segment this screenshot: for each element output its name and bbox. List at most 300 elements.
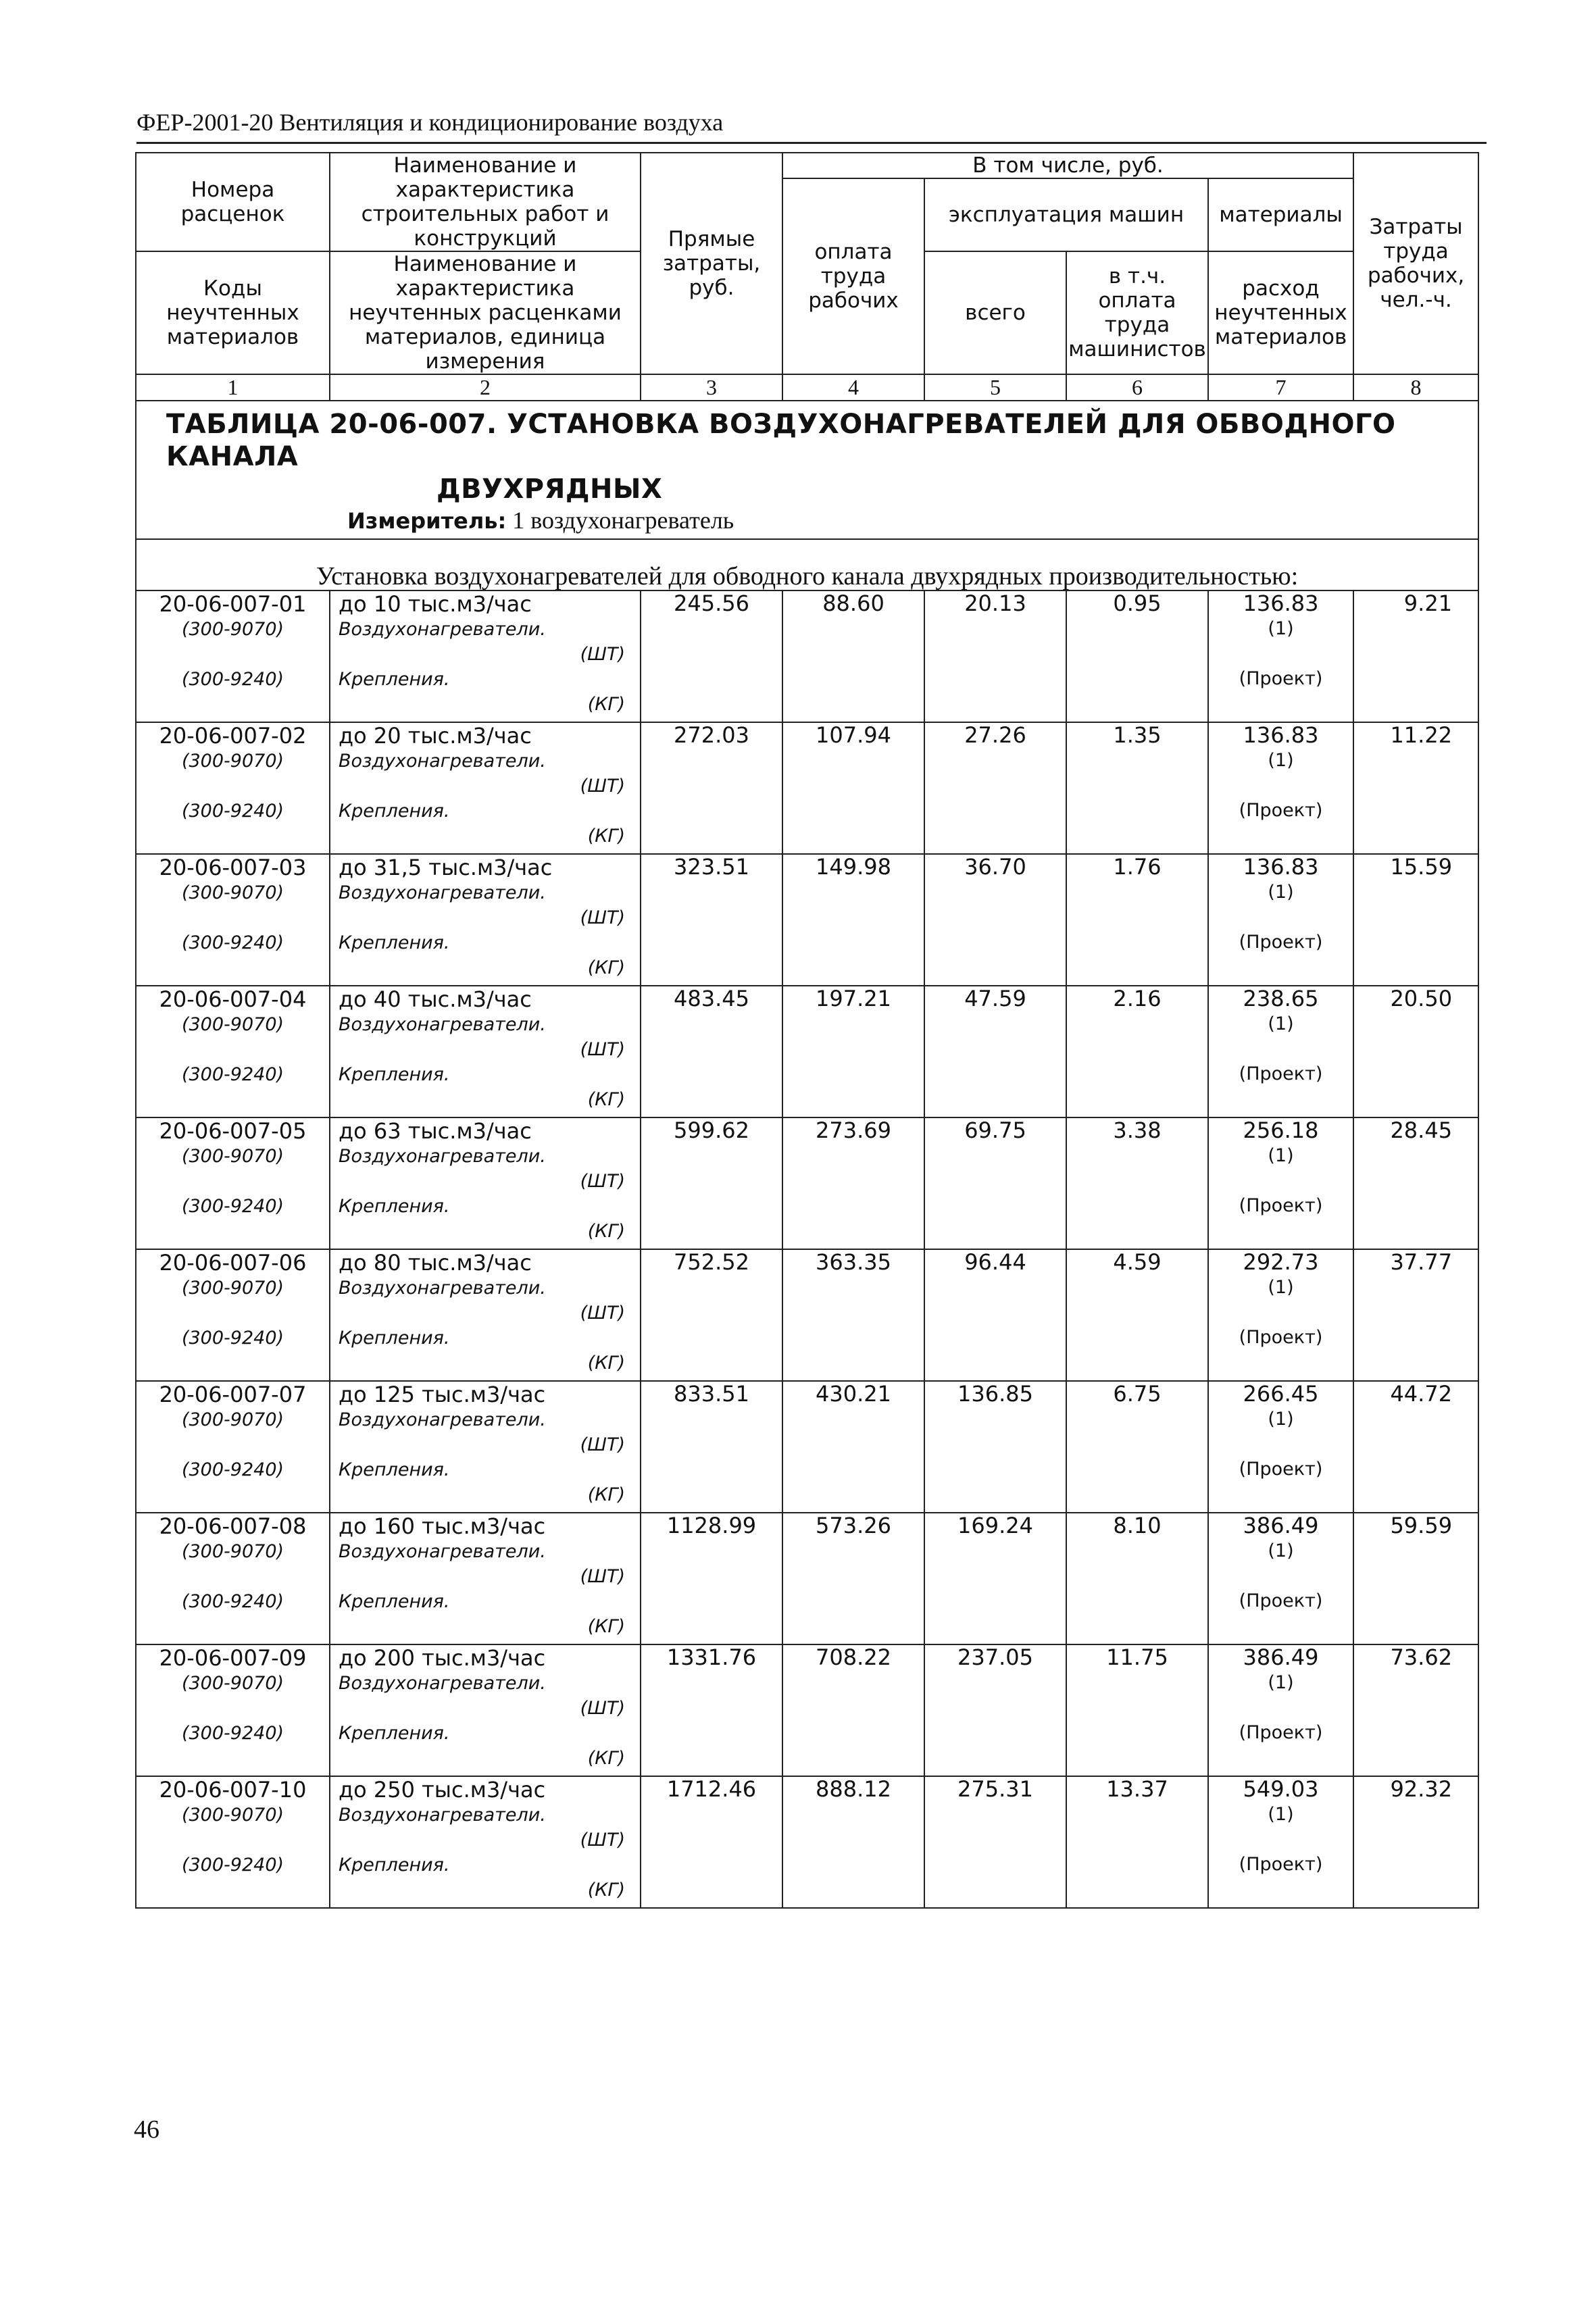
- materials-cell-value: 549.03: [1243, 1776, 1319, 1802]
- labor-hours-cell: [1353, 722, 1478, 854]
- material-name: Воздухонагреватели.: [339, 1146, 546, 1167]
- header-labor-hours: Затраты труда рабочих, чел.-ч.: [1353, 153, 1478, 374]
- table-meter: [166, 505, 1463, 536]
- material-quantity: (Проект): [1239, 800, 1323, 821]
- material-quantity: (1): [1268, 1145, 1294, 1166]
- material-name: Воздухонагреватели.: [339, 1014, 546, 1035]
- direct-costs-cell: [641, 986, 782, 1117]
- rate-code-cell: [136, 722, 330, 854]
- labor-hours-cell-value: 9.21: [1403, 590, 1453, 616]
- labor-hours-cell: [1353, 590, 1478, 722]
- labor-hours-cell: [1353, 1513, 1478, 1644]
- work-name-cell-value: до 10 тыс.м3/час: [339, 591, 532, 617]
- table-row: [136, 590, 1478, 722]
- materials-cell-value: 292.73: [1243, 1249, 1319, 1275]
- material-unit: (КГ): [587, 1748, 625, 1769]
- material-unit: (КГ): [587, 1616, 625, 1637]
- wages-cell: [782, 590, 924, 722]
- material-code: (300-9070): [181, 619, 284, 640]
- direct-costs-cell-value: 323.51: [674, 854, 749, 880]
- work-name-cell-value: до 63 тыс.м3/час: [339, 1118, 532, 1144]
- operator-wages-cell-value: 4.59: [1113, 1249, 1162, 1275]
- machines-total-cell-value: 275.31: [957, 1776, 1033, 1802]
- spacer: [136, 905, 329, 930]
- operator-wages-cell: [1066, 1776, 1208, 1908]
- rate-code-cell-value: 20-06-007-03: [159, 855, 307, 880]
- labor-hours-cell-value: 92.32: [1390, 1776, 1453, 1802]
- materials-cell: [1208, 986, 1353, 1117]
- material-code: (300-9070): [181, 1014, 284, 1035]
- material-unit: (КГ): [587, 1089, 625, 1110]
- wages-cell-value: 363.35: [816, 1249, 891, 1275]
- table-row: [136, 722, 1478, 854]
- material-quantity: (1): [1268, 618, 1294, 639]
- material-code: (300-9070): [181, 1805, 284, 1826]
- wages-cell-value: 888.12: [816, 1776, 891, 1802]
- labor-hours-cell-value: 59.59: [1390, 1513, 1453, 1538]
- material-code: (300-9240): [181, 1328, 284, 1349]
- wages-cell-value: 573.26: [816, 1513, 891, 1538]
- table-row: [136, 1117, 1478, 1249]
- wages-cell: [782, 1644, 924, 1776]
- operator-wages-cell-value: 3.38: [1113, 1117, 1162, 1143]
- work-name-cell: [330, 1381, 641, 1513]
- operator-wages-cell: [1066, 1381, 1208, 1513]
- column-number: 2: [330, 374, 641, 401]
- wages-cell-value: 430.21: [816, 1381, 891, 1407]
- work-name-cell-value: до 31,5 тыс.м3/час: [339, 855, 553, 880]
- material-quantity: (1): [1268, 1409, 1294, 1430]
- material-name: Воздухонагреватели.: [339, 882, 546, 903]
- machines-total-cell-value: 69.75: [964, 1117, 1026, 1143]
- spacer: [136, 774, 329, 799]
- material-quantity: (1): [1268, 1804, 1294, 1825]
- spacer: [1209, 1827, 1353, 1852]
- spacer: [1209, 1036, 1353, 1061]
- work-name-cell-value: до 160 тыс.м3/час: [339, 1513, 546, 1539]
- header-wages: оплата труда рабочих: [782, 178, 924, 374]
- labor-hours-cell: [1353, 1776, 1478, 1908]
- rate-code-cell: [136, 1776, 330, 1908]
- material-name: Крепления.: [339, 1459, 450, 1480]
- table-title-line2: ДВУХРЯДНЫХ: [437, 474, 663, 505]
- rate-code-cell: [136, 1381, 330, 1513]
- material-quantity: (1): [1268, 1277, 1294, 1298]
- labor-hours-cell-value: 20.50: [1390, 986, 1453, 1011]
- material-unit: (ШТ): [580, 1171, 625, 1192]
- materials-cell: [1208, 1381, 1353, 1513]
- material-quantity: (Проект): [1239, 1063, 1323, 1084]
- spacer: [136, 1432, 329, 1457]
- material-name: Крепления.: [339, 932, 450, 953]
- wages-cell: [782, 722, 924, 854]
- material-name: Воздухонагреватели.: [339, 619, 546, 640]
- material-unit: (КГ): [587, 1880, 625, 1901]
- header-machines: эксплуатация машин: [924, 178, 1208, 251]
- labor-hours-cell: [1353, 1381, 1478, 1513]
- materials-cell: [1208, 1513, 1353, 1644]
- meter-value: 1 воздухонагреватель: [512, 507, 734, 534]
- material-name: Воздухонагреватели.: [339, 1541, 546, 1562]
- material-unit: (ШТ): [580, 1830, 625, 1851]
- work-name-cell: [330, 590, 641, 722]
- spacer: [136, 1564, 329, 1589]
- wages-cell: [782, 1776, 924, 1908]
- labor-hours-cell: [1353, 986, 1478, 1117]
- work-name-cell-value: до 250 тыс.м3/час: [339, 1777, 546, 1803]
- column-number: 8: [1353, 374, 1478, 401]
- labor-hours-cell: [1353, 1644, 1478, 1776]
- materials-cell: [1208, 1117, 1353, 1249]
- table-row: [136, 1381, 1478, 1513]
- spacer: [136, 1169, 329, 1194]
- rates-table: [135, 152, 1479, 1909]
- machines-total-cell: [924, 1513, 1066, 1644]
- direct-costs-cell-value: 483.45: [674, 986, 749, 1011]
- rate-code-cell-value: 20-06-007-06: [159, 1250, 307, 1276]
- materials-cell-value: 136.83: [1243, 722, 1319, 748]
- direct-costs-cell-value: 1712.46: [666, 1776, 757, 1802]
- material-code: (300-9070): [181, 1409, 284, 1430]
- material-unit: (КГ): [587, 694, 625, 715]
- column-number: 1: [136, 374, 330, 401]
- header-rate-numbers: Номера расценок: [136, 153, 330, 251]
- materials-cell-value: 266.45: [1243, 1381, 1319, 1407]
- rate-code-cell-value: 20-06-007-10: [159, 1777, 307, 1803]
- direct-costs-cell-value: 245.56: [674, 590, 749, 616]
- wages-cell: [782, 1249, 924, 1381]
- material-code: (300-9240): [181, 1459, 284, 1480]
- materials-cell-value: 386.49: [1243, 1644, 1319, 1670]
- material-unit: (ШТ): [580, 1698, 625, 1719]
- work-name-cell: [330, 986, 641, 1117]
- material-name: Воздухонагреватели.: [339, 1278, 546, 1299]
- spacer: [136, 1828, 329, 1853]
- operator-wages-cell: [1066, 1249, 1208, 1381]
- material-quantity: (Проект): [1239, 1590, 1323, 1611]
- operator-wages-cell: [1066, 1513, 1208, 1644]
- labor-hours-cell-value: 73.62: [1390, 1644, 1453, 1670]
- column-number: 7: [1208, 374, 1353, 401]
- rates-body: [136, 590, 1478, 1908]
- labor-hours-cell: [1353, 1249, 1478, 1381]
- header-materials: материалы: [1208, 178, 1353, 251]
- machines-total-cell-value: 237.05: [957, 1644, 1033, 1670]
- material-code: (300-9240): [181, 669, 284, 690]
- material-quantity: (Проект): [1239, 1722, 1323, 1743]
- material-code: (300-9070): [181, 1278, 284, 1299]
- material-code: (300-9070): [181, 1146, 284, 1167]
- material-code: (300-9240): [181, 801, 284, 822]
- materials-cell: [1208, 854, 1353, 986]
- operator-wages-cell: [1066, 590, 1208, 722]
- labor-hours-cell: [1353, 1117, 1478, 1249]
- work-name-cell: [330, 1776, 641, 1908]
- meter-label: Измеритель:: [347, 508, 507, 534]
- material-unit: (КГ): [587, 957, 625, 978]
- wages-cell-value: 273.69: [816, 1117, 891, 1143]
- rate-code-cell: [136, 854, 330, 986]
- material-unit: (ШТ): [580, 1566, 625, 1587]
- rate-code-cell-value: 20-06-007-01: [159, 591, 307, 617]
- material-name: Воздухонагреватели.: [339, 1805, 546, 1826]
- material-code: (300-9240): [181, 1064, 284, 1085]
- material-name: Крепления.: [339, 801, 450, 822]
- machines-total-cell-value: 36.70: [964, 854, 1026, 880]
- material-quantity: (Проект): [1239, 1854, 1323, 1875]
- material-quantity: (1): [1268, 1540, 1294, 1561]
- operator-wages-cell-value: 1.76: [1113, 854, 1162, 880]
- wages-cell-value: 88.60: [822, 590, 884, 616]
- work-name-cell: [330, 1513, 641, 1644]
- table-title-line1: ТАБЛИЦА 20-06-007. УСТАНОВКА ВОЗДУХОНАГРЕВАТЕЛЕЙ ДЛЯ ОБВОДНОГО КАНАЛА: [166, 409, 1396, 472]
- table-row: [136, 1249, 1478, 1381]
- material-name: Воздухонагреватели.: [339, 751, 546, 772]
- header-work-name: Наименование и характеристика строительных работ и конструкций: [330, 153, 641, 251]
- operator-wages-cell-value: 1.35: [1113, 722, 1162, 748]
- operator-wages-cell-value: 0.95: [1113, 590, 1162, 616]
- direct-costs-cell: [641, 590, 782, 722]
- work-name-cell-value: до 20 тыс.м3/час: [339, 723, 532, 749]
- machines-total-cell: [924, 1776, 1066, 1908]
- material-unit: (КГ): [587, 1221, 625, 1242]
- machines-total-cell: [924, 854, 1066, 986]
- work-name-cell: [330, 1249, 641, 1381]
- material-unit: (ШТ): [580, 644, 625, 665]
- direct-costs-cell-value: 752.52: [674, 1249, 749, 1275]
- direct-costs-cell: [641, 1381, 782, 1513]
- table-row: [136, 1776, 1478, 1908]
- work-name-cell: [330, 854, 641, 986]
- material-quantity: (1): [1268, 750, 1294, 771]
- material-name: Воздухонагреватели.: [339, 1409, 546, 1430]
- wages-cell-value: 197.21: [816, 986, 891, 1011]
- rate-code-cell-value: 20-06-007-07: [159, 1382, 307, 1407]
- spacer: [136, 1301, 329, 1326]
- header-including: В том числе, руб.: [782, 153, 1353, 178]
- wages-cell: [782, 1513, 924, 1644]
- material-code: (300-9240): [181, 1723, 284, 1744]
- materials-cell: [1208, 722, 1353, 854]
- header-machines-total: всего: [924, 251, 1066, 374]
- header-material-codes: Коды неучтенных материалов: [136, 251, 330, 374]
- machines-total-cell-value: 96.44: [964, 1249, 1026, 1275]
- direct-costs-cell-value: 272.03: [674, 722, 749, 748]
- materials-cell-value: 136.83: [1243, 854, 1319, 880]
- material-name: Воздухонагреватели.: [339, 1673, 546, 1694]
- machines-total-cell: [924, 1249, 1066, 1381]
- machines-total-cell: [924, 722, 1066, 854]
- material-name: Крепления.: [339, 1723, 450, 1744]
- table-row: [136, 986, 1478, 1117]
- column-number: 5: [924, 374, 1066, 401]
- running-title: ФЕР-2001-20 Вентиляция и кондиционирование воздуха: [136, 109, 724, 136]
- material-unit: (КГ): [587, 1353, 625, 1374]
- operator-wages-cell: [1066, 1117, 1208, 1249]
- table-title: [166, 408, 1463, 505]
- direct-costs-cell: [641, 1513, 782, 1644]
- rate-code-cell: [136, 986, 330, 1117]
- machines-total-cell-value: 136.85: [957, 1381, 1033, 1407]
- operator-wages-cell: [1066, 986, 1208, 1117]
- machines-total-cell: [924, 590, 1066, 722]
- material-code: (300-9070): [181, 751, 284, 772]
- work-name-cell: [330, 1644, 641, 1776]
- machines-total-cell-value: 169.24: [957, 1513, 1033, 1538]
- operator-wages-cell-value: 2.16: [1113, 986, 1162, 1011]
- direct-costs-cell: [641, 1644, 782, 1776]
- operator-wages-cell-value: 13.37: [1106, 1776, 1168, 1802]
- header-direct-costs: Прямые затраты, руб.: [641, 153, 782, 374]
- operator-wages-cell-value: 6.75: [1113, 1381, 1162, 1407]
- spacer: [136, 1696, 329, 1721]
- operator-wages-cell: [1066, 1644, 1208, 1776]
- material-code: (300-9240): [181, 932, 284, 953]
- column-number: 4: [782, 374, 924, 401]
- operator-wages-cell: [1066, 854, 1208, 986]
- material-code: (300-9070): [181, 1541, 284, 1562]
- wages-cell-value: 708.22: [816, 1644, 891, 1670]
- wages-cell-value: 107.94: [816, 722, 891, 748]
- wages-cell: [782, 854, 924, 986]
- materials-cell: [1208, 590, 1353, 722]
- machines-total-cell: [924, 986, 1066, 1117]
- column-number: 3: [641, 374, 782, 401]
- materials-cell-value: 386.49: [1243, 1513, 1319, 1538]
- rate-code-cell-value: 20-06-007-08: [159, 1513, 307, 1539]
- spacer: [1209, 641, 1353, 666]
- machines-total-cell-value: 27.26: [964, 722, 1026, 748]
- material-quantity: (1): [1268, 1013, 1294, 1034]
- material-name: Крепления.: [339, 1855, 450, 1876]
- labor-hours-cell: [1353, 854, 1478, 986]
- column-number: 6: [1066, 374, 1208, 401]
- materials-cell: [1208, 1644, 1353, 1776]
- materials-cell-value: 256.18: [1243, 1117, 1319, 1143]
- material-code: (300-9070): [181, 882, 284, 903]
- material-unit: (ШТ): [580, 776, 625, 797]
- material-quantity: (1): [1268, 1672, 1294, 1693]
- labor-hours-cell-value: 28.45: [1390, 1117, 1453, 1143]
- direct-costs-cell: [641, 1776, 782, 1908]
- material-name: Крепления.: [339, 669, 450, 690]
- header-rule: [136, 142, 1487, 144]
- rate-code-cell: [136, 1117, 330, 1249]
- header-material-consumption: расход неучтенных материалов: [1208, 251, 1353, 374]
- direct-costs-cell: [641, 1249, 782, 1381]
- direct-costs-cell: [641, 854, 782, 986]
- material-quantity: (Проект): [1239, 1459, 1323, 1480]
- material-name: Крепления.: [339, 1196, 450, 1217]
- spacer: [1209, 773, 1353, 798]
- spacer: [1209, 905, 1353, 930]
- spacer: [1209, 1432, 1353, 1457]
- material-quantity: (Проект): [1239, 668, 1323, 689]
- wages-cell: [782, 1117, 924, 1249]
- rate-code-cell-value: 20-06-007-04: [159, 986, 307, 1012]
- material-unit: (ШТ): [580, 907, 625, 928]
- wages-cell-value: 149.98: [816, 854, 891, 880]
- labor-hours-cell-value: 11.22: [1390, 722, 1453, 748]
- machines-total-cell: [924, 1644, 1066, 1776]
- rate-code-cell: [136, 1644, 330, 1776]
- spacer: [136, 1037, 329, 1062]
- labor-hours-cell-value: 37.77: [1390, 1249, 1453, 1275]
- material-unit: (КГ): [587, 1484, 625, 1505]
- table-row: [136, 1644, 1478, 1776]
- operator-wages-cell: [1066, 722, 1208, 854]
- table-row: [136, 1513, 1478, 1644]
- direct-costs-cell-value: 1331.76: [666, 1644, 757, 1670]
- spacer: [136, 642, 329, 667]
- page-number: 46: [134, 2115, 159, 2144]
- material-quantity: (Проект): [1239, 1327, 1323, 1348]
- materials-cell-value: 136.83: [1243, 590, 1319, 616]
- direct-costs-cell-value: 833.51: [674, 1381, 749, 1407]
- rate-code-cell-value: 20-06-007-02: [159, 723, 307, 749]
- material-quantity: (Проект): [1239, 932, 1323, 953]
- rate-code-cell-value: 20-06-007-09: [159, 1645, 307, 1671]
- spacer: [1209, 1168, 1353, 1193]
- work-name-cell-value: до 125 тыс.м3/час: [339, 1382, 546, 1407]
- direct-costs-cell: [641, 1117, 782, 1249]
- wages-cell: [782, 986, 924, 1117]
- section-title: Установка воздухонагревателей для обводного канала двухрядных производительностью:: [136, 539, 1478, 590]
- material-name: Крепления.: [339, 1064, 450, 1085]
- material-code: (300-9070): [181, 1673, 284, 1694]
- material-unit: (КГ): [587, 826, 625, 847]
- material-unit: (ШТ): [580, 1434, 625, 1455]
- material-code: (300-9240): [181, 1591, 284, 1612]
- material-unit: (ШТ): [580, 1303, 625, 1324]
- rate-code-cell: [136, 1249, 330, 1381]
- labor-hours-cell-value: 15.59: [1390, 854, 1453, 880]
- labor-hours-cell-value: 44.72: [1390, 1381, 1453, 1407]
- material-unit: (ШТ): [580, 1039, 625, 1060]
- materials-cell-value: 238.65: [1243, 986, 1319, 1011]
- header-operator-wages: в т.ч. оплата труда машинистов: [1066, 251, 1208, 374]
- rate-code-cell: [136, 590, 330, 722]
- material-code: (300-9240): [181, 1855, 284, 1876]
- spacer: [1209, 1300, 1353, 1325]
- direct-costs-cell-value: 1128.99: [666, 1513, 757, 1538]
- operator-wages-cell-value: 8.10: [1113, 1513, 1162, 1538]
- materials-cell: [1208, 1249, 1353, 1381]
- table-caption-cell: [136, 401, 1478, 539]
- operator-wages-cell-value: 11.75: [1106, 1644, 1168, 1670]
- header-material-names: Наименование и характеристика неучтенных расценками материалов, единица измерения: [330, 251, 641, 374]
- table-row: [136, 854, 1478, 986]
- material-name: Крепления.: [339, 1591, 450, 1612]
- work-name-cell: [330, 1117, 641, 1249]
- material-quantity: (Проект): [1239, 1195, 1323, 1216]
- spacer: [1209, 1563, 1353, 1588]
- material-name: Крепления.: [339, 1328, 450, 1349]
- work-name-cell-value: до 200 тыс.м3/час: [339, 1645, 546, 1671]
- machines-total-cell: [924, 1117, 1066, 1249]
- direct-costs-cell: [641, 722, 782, 854]
- material-code: (300-9240): [181, 1196, 284, 1217]
- materials-cell: [1208, 1776, 1353, 1908]
- rate-code-cell: [136, 1513, 330, 1644]
- work-name-cell-value: до 80 тыс.м3/час: [339, 1250, 532, 1276]
- work-name-cell-value: до 40 тыс.м3/час: [339, 986, 532, 1012]
- material-quantity: (1): [1268, 882, 1294, 903]
- machines-total-cell-value: 47.59: [964, 986, 1026, 1011]
- direct-costs-cell-value: 599.62: [674, 1117, 749, 1143]
- machines-total-cell-value: 20.13: [964, 590, 1026, 616]
- rate-code-cell-value: 20-06-007-05: [159, 1118, 307, 1144]
